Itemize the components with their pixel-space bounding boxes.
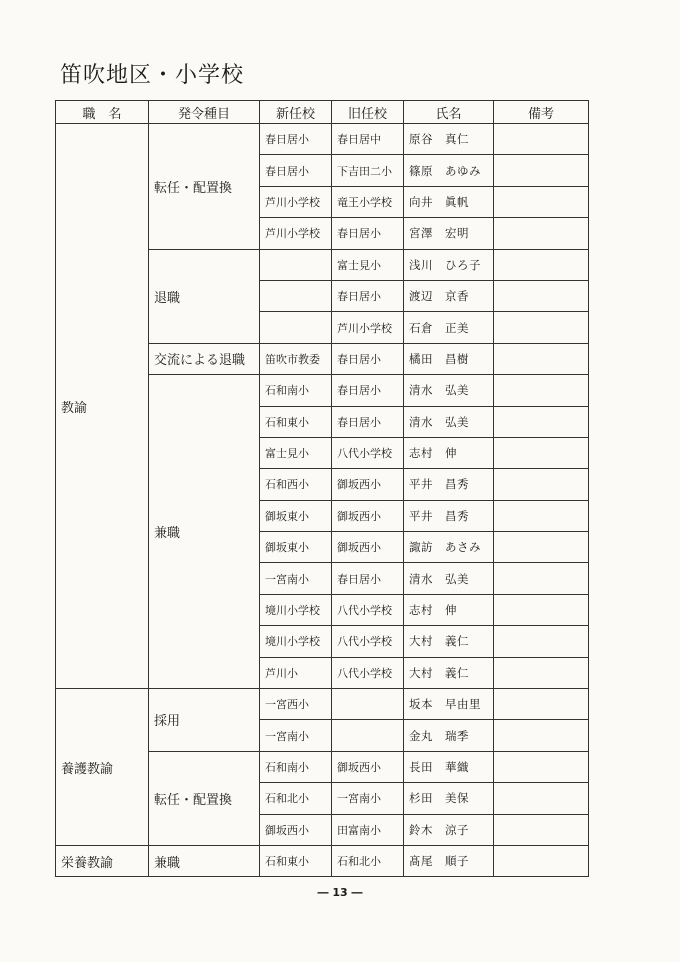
table-row: [56, 689, 589, 720]
new-school-cell: 芦川小学校: [260, 218, 332, 249]
position-cell: 養護教諭: [56, 689, 149, 846]
appointment-type-cell: 兼職: [149, 375, 260, 689]
old-school-cell: 八代小学校: [332, 437, 404, 468]
remarks-cell: [494, 218, 589, 249]
header-appointment-type: 発令種目: [149, 101, 260, 124]
old-school-cell: 石和北小: [332, 845, 404, 876]
table-body: [56, 124, 589, 877]
new-school-cell: 石和北小: [260, 783, 332, 814]
new-school-cell: 境川小学校: [260, 594, 332, 625]
name-cell: 宮澤 宏明: [404, 218, 494, 249]
page-number: ― 13 ―: [317, 886, 363, 899]
new-school-cell: 御坂西小: [260, 814, 332, 845]
name-cell: 志村 伸: [404, 594, 494, 625]
old-school-cell: 春日居小: [332, 280, 404, 311]
name-cell: 大村 義仁: [404, 657, 494, 688]
name-cell: 清水 弘美: [404, 563, 494, 594]
header-name: 氏名: [404, 101, 494, 124]
old-school-cell: 下吉田二小: [332, 155, 404, 186]
old-school-cell: 春日居小: [332, 406, 404, 437]
name-cell: 諏訪 あさみ: [404, 532, 494, 563]
old-school-cell: 春日居小: [332, 563, 404, 594]
name-cell: 坂本 早由里: [404, 689, 494, 720]
table-row: [56, 845, 589, 876]
new-school-cell: 御坂東小: [260, 532, 332, 563]
new-school-cell: 石和東小: [260, 406, 332, 437]
old-school-cell: 田富南小: [332, 814, 404, 845]
remarks-cell: [494, 783, 589, 814]
remarks-cell: [494, 751, 589, 782]
new-school-cell: 一宮西小: [260, 689, 332, 720]
remarks-cell: [494, 689, 589, 720]
new-school-cell: 芦川小学校: [260, 186, 332, 217]
new-school-cell: 笛吹市教委: [260, 343, 332, 374]
new-school-cell: 石和西小: [260, 469, 332, 500]
old-school-cell: 春日居小: [332, 375, 404, 406]
new-school-cell: [260, 280, 332, 311]
position-cell: 教諭: [56, 124, 149, 689]
name-cell: 平井 昌秀: [404, 500, 494, 531]
appointment-type-cell: 採用: [149, 689, 260, 752]
remarks-cell: [494, 845, 589, 876]
position-cell: 栄養教諭: [56, 845, 149, 876]
old-school-cell: 春日居小: [332, 218, 404, 249]
old-school-cell: 芦川小学校: [332, 312, 404, 343]
remarks-cell: [494, 312, 589, 343]
old-school-cell: 御坂西小: [332, 469, 404, 500]
new-school-cell: 春日居小: [260, 124, 332, 155]
old-school-cell: 御坂西小: [332, 500, 404, 531]
remarks-cell: [494, 406, 589, 437]
remarks-cell: [494, 437, 589, 468]
new-school-cell: 芦川小: [260, 657, 332, 688]
page-title: 笛吹地区・小学校: [60, 63, 245, 88]
name-cell: 髙尾 順子: [404, 845, 494, 876]
name-cell: 原谷 真仁: [404, 124, 494, 155]
remarks-cell: [494, 532, 589, 563]
name-cell: 大村 義仁: [404, 626, 494, 657]
old-school-cell: 御坂西小: [332, 751, 404, 782]
new-school-cell: 石和南小: [260, 375, 332, 406]
name-cell: 杉田 美保: [404, 783, 494, 814]
name-cell: 向井 眞帆: [404, 186, 494, 217]
name-cell: 長田 華織: [404, 751, 494, 782]
new-school-cell: [260, 249, 332, 280]
name-cell: 鈴木 涼子: [404, 814, 494, 845]
remarks-cell: [494, 249, 589, 280]
name-cell: 平井 昌秀: [404, 469, 494, 500]
new-school-cell: 石和東小: [260, 845, 332, 876]
personnel-table: [55, 100, 589, 877]
old-school-cell: [332, 689, 404, 720]
new-school-cell: 一宮南小: [260, 563, 332, 594]
name-cell: 浅川 ひろ子: [404, 249, 494, 280]
header-new-school: 新任校: [260, 101, 332, 124]
name-cell: 志村 伸: [404, 437, 494, 468]
remarks-cell: [494, 375, 589, 406]
new-school-cell: 境川小学校: [260, 626, 332, 657]
header-position: 職 名: [56, 101, 149, 124]
remarks-cell: [494, 563, 589, 594]
table-row: [56, 124, 589, 155]
remarks-cell: [494, 469, 589, 500]
name-cell: 渡辺 京香: [404, 280, 494, 311]
old-school-cell: 竜王小学校: [332, 186, 404, 217]
old-school-cell: 八代小学校: [332, 594, 404, 625]
remarks-cell: [494, 124, 589, 155]
name-cell: 清水 弘美: [404, 375, 494, 406]
name-cell: 橘田 昌樹: [404, 343, 494, 374]
appointment-type-cell: 転任・配置換: [149, 124, 260, 250]
name-cell: 篠原 あゆみ: [404, 155, 494, 186]
appointment-type-cell: 兼職: [149, 845, 260, 876]
remarks-cell: [494, 720, 589, 751]
old-school-cell: 春日居小: [332, 343, 404, 374]
remarks-cell: [494, 814, 589, 845]
old-school-cell: 富士見小: [332, 249, 404, 280]
header-old-school: 旧任校: [332, 101, 404, 124]
remarks-cell: [494, 657, 589, 688]
old-school-cell: 一宮南小: [332, 783, 404, 814]
remarks-cell: [494, 594, 589, 625]
old-school-cell: 八代小学校: [332, 626, 404, 657]
remarks-cell: [494, 280, 589, 311]
remarks-cell: [494, 155, 589, 186]
name-cell: 石倉 正美: [404, 312, 494, 343]
appointment-type-cell: 転任・配置換: [149, 751, 260, 845]
new-school-cell: 一宮南小: [260, 720, 332, 751]
new-school-cell: 富士見小: [260, 437, 332, 468]
old-school-cell: 春日居中: [332, 124, 404, 155]
new-school-cell: 御坂東小: [260, 500, 332, 531]
remarks-cell: [494, 186, 589, 217]
remarks-cell: [494, 500, 589, 531]
remarks-cell: [494, 626, 589, 657]
new-school-cell: 石和南小: [260, 751, 332, 782]
old-school-cell: 八代小学校: [332, 657, 404, 688]
name-cell: 金丸 瑞季: [404, 720, 494, 751]
appointment-type-cell: 交流による退職: [149, 343, 260, 374]
new-school-cell: [260, 312, 332, 343]
old-school-cell: 御坂西小: [332, 532, 404, 563]
header-row: [56, 101, 589, 124]
remarks-cell: [494, 343, 589, 374]
name-cell: 清水 弘美: [404, 406, 494, 437]
new-school-cell: 春日居小: [260, 155, 332, 186]
old-school-cell: [332, 720, 404, 751]
header-remarks: 備考: [494, 101, 589, 124]
appointment-type-cell: 退職: [149, 249, 260, 343]
